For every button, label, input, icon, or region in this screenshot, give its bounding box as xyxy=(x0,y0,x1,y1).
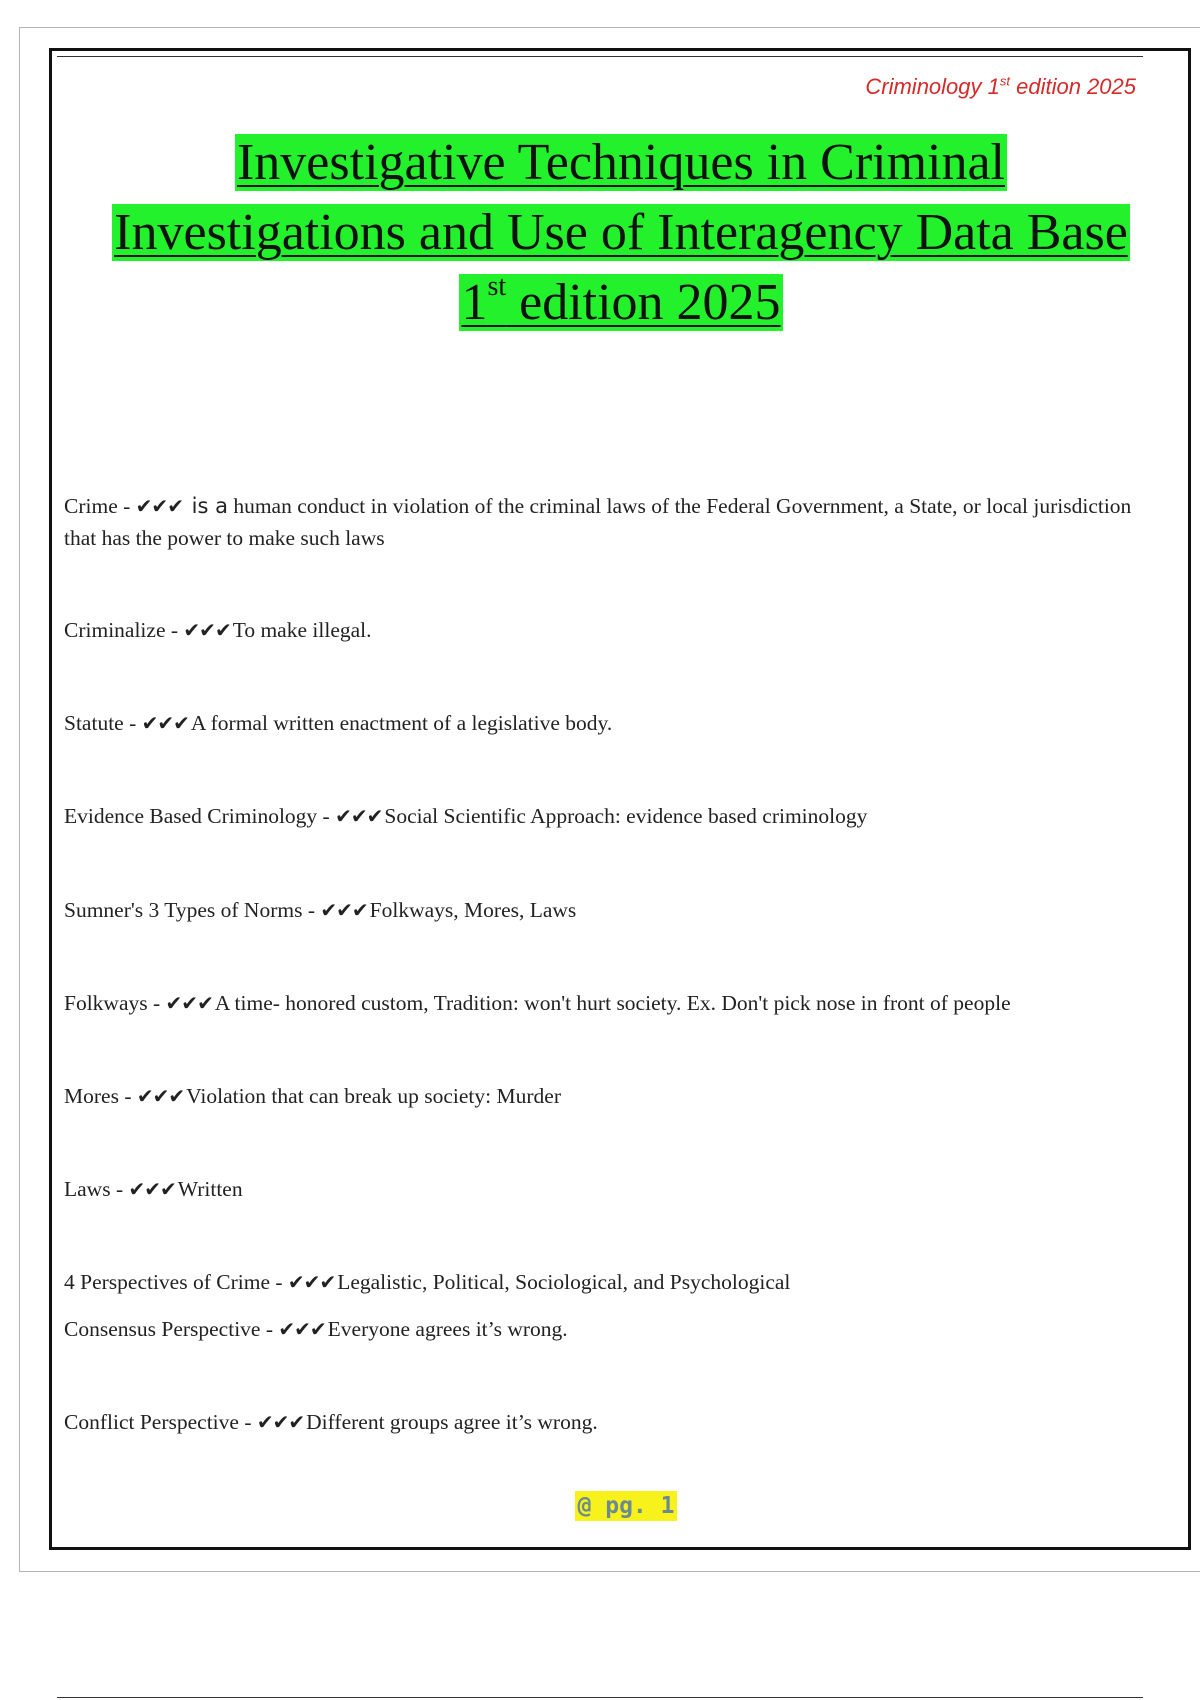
entry-separator: - xyxy=(302,898,321,922)
entry-definition: A time- honored custom, Tradition: won't hurt society. Ex. Don't pick nose in front of people xyxy=(214,991,1011,1015)
glossary-entry-sumners-norms xyxy=(64,894,1164,926)
glossary-entry-criminalize xyxy=(64,614,1164,646)
entry-definition: Violation that can break up society: Murder xyxy=(186,1084,561,1108)
entry-separator: - xyxy=(117,494,136,518)
title-line-2: Investigations and Use of Interagency Data Base xyxy=(114,204,1128,261)
entry-definition: Everyone agrees it’s wrong. xyxy=(327,1317,568,1341)
glossary-entry-statute xyxy=(64,707,1164,739)
check-marks-icon: ✔✔✔ xyxy=(135,494,183,518)
header-note-suffix: edition 2025 xyxy=(1010,74,1136,99)
check-marks-icon: ✔✔✔ xyxy=(165,991,213,1015)
check-marks-icon: ✔✔✔ xyxy=(128,1177,176,1201)
glossary-entry-laws xyxy=(64,1173,1164,1205)
page-number-label: @ pg. 1 xyxy=(575,1491,678,1521)
entry-definition: Social Scientific Approach: evidence based criminology xyxy=(384,804,868,828)
bottom-rule xyxy=(57,1697,1143,1698)
top-rule xyxy=(57,56,1143,57)
entry-definition: Written xyxy=(177,1177,243,1201)
check-marks-icon: ✔✔✔ xyxy=(335,804,383,828)
title-line-3 xyxy=(459,271,782,331)
entry-separator: - xyxy=(165,618,184,642)
title-line-3-prefix: 1 xyxy=(461,274,488,331)
entry-separator: - xyxy=(238,1410,257,1434)
glossary-entry-folkways xyxy=(64,987,1164,1019)
entry-term: 4 Perspectives of Crime xyxy=(64,1270,270,1294)
header-note-prefix: Criminology 1 xyxy=(865,74,1000,99)
entry-definition: Legalistic, Political, Sociological, and Psychological xyxy=(337,1270,791,1294)
page-number xyxy=(0,1493,1200,1519)
entry-separator: - xyxy=(147,991,166,1015)
entry-definition: human conduct in violation of the criminal laws of the Federal Government, a State, or local jurisdiction that has the power to make such laws xyxy=(64,494,1132,550)
check-marks-icon: ✔✔✔ xyxy=(287,1270,336,1294)
entry-term: Evidence Based Criminology xyxy=(64,804,318,828)
glossary-entry-mores xyxy=(64,1080,1164,1112)
entry-term: Sumner's 3 Types of Norms xyxy=(64,898,303,922)
glossary-entry-evidence-based-criminology xyxy=(64,800,1164,832)
glossary-entry-conflict-perspective xyxy=(64,1406,1164,1438)
check-marks-icon: ✔✔✔ xyxy=(320,898,368,922)
entry-separator: - xyxy=(260,1317,279,1341)
entry-separator: - xyxy=(270,1270,288,1294)
entry-definition: A formal written enactment of a legislative body. xyxy=(190,711,613,735)
check-marks-icon: ✔✔✔ xyxy=(278,1317,326,1341)
header-note-sup: st xyxy=(999,73,1010,89)
check-marks-icon: ✔✔✔ xyxy=(136,1084,185,1108)
entry-term: Statute xyxy=(64,711,124,735)
entry-definition: Different groups agree it’s wrong. xyxy=(306,1410,598,1434)
entry-lead-in: is a xyxy=(184,494,228,518)
entry-separator: - xyxy=(118,1084,137,1108)
entry-definition: Folkways, Mores, Laws xyxy=(369,898,577,922)
entry-separator: - xyxy=(110,1177,129,1201)
glossary-entry-consensus-perspective xyxy=(64,1313,1164,1345)
entry-term: Consensus Perspective xyxy=(64,1317,261,1341)
entry-term: Laws xyxy=(64,1177,111,1201)
entry-separator: - xyxy=(123,711,142,735)
document-title xyxy=(54,128,1188,338)
entry-term: Criminalize xyxy=(64,618,166,642)
entry-separator: - xyxy=(317,804,336,828)
check-marks-icon: ✔✔✔ xyxy=(141,711,189,735)
entry-term: Folkways xyxy=(64,991,148,1015)
entry-definition: To make illegal. xyxy=(232,618,372,642)
entry-term: Crime xyxy=(64,494,118,518)
check-marks-icon: ✔✔✔ xyxy=(256,1410,305,1434)
glossary-entry-perspectives-of-crime xyxy=(64,1266,1164,1298)
entry-term: Conflict Perspective xyxy=(64,1410,239,1434)
glossary-entry-crime xyxy=(64,490,1164,554)
entry-term: Mores xyxy=(64,1084,119,1108)
title-line-3-sup: st xyxy=(487,271,507,302)
title-line-3-suffix: edition 2025 xyxy=(506,274,781,331)
title-line-1: Investigative Techniques in Criminal xyxy=(236,134,1005,191)
check-marks-icon: ✔✔✔ xyxy=(183,618,231,642)
header-note xyxy=(865,74,1136,100)
